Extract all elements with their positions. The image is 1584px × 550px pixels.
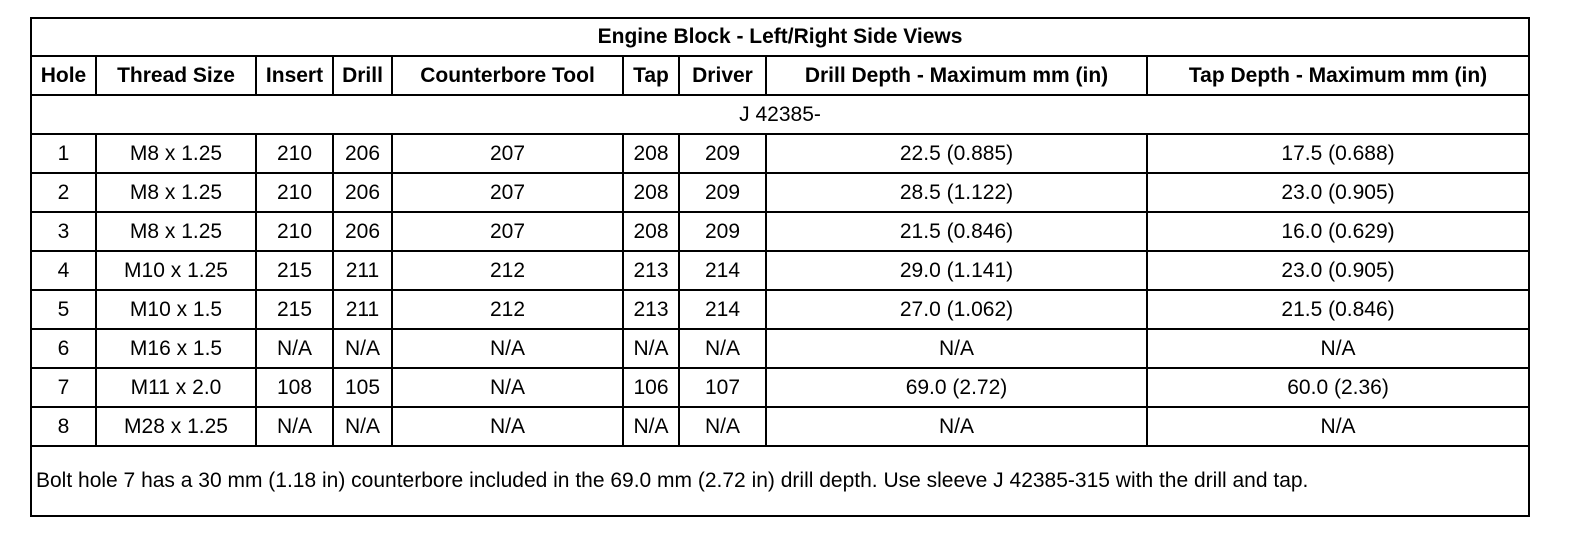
cell-tap-depth: 23.0 (0.905) [1147, 251, 1529, 290]
cell-drill: N/A [333, 329, 392, 368]
cell-drill: 206 [333, 134, 392, 173]
cell-thread-size: M11 x 2.0 [96, 368, 256, 407]
cell-tap: 106 [623, 368, 679, 407]
cell-insert: N/A [256, 329, 333, 368]
cell-driver: N/A [679, 407, 766, 446]
table-row [31, 173, 1529, 212]
header-hole: Hole [31, 56, 96, 95]
cell-drill: 105 [333, 368, 392, 407]
cell-drill-depth: 69.0 (2.72) [766, 368, 1147, 407]
table-row [31, 134, 1529, 173]
cell-drill-depth: 22.5 (0.885) [766, 134, 1147, 173]
cell-insert: 210 [256, 134, 333, 173]
cell-hole: 7 [31, 368, 96, 407]
cell-thread-size: M10 x 1.25 [96, 251, 256, 290]
header-tap-depth: Tap Depth - Maximum mm (in) [1147, 56, 1529, 95]
cell-drill: 206 [333, 173, 392, 212]
cell-thread-size: M10 x 1.5 [96, 290, 256, 329]
cell-tap-depth: 16.0 (0.629) [1147, 212, 1529, 251]
cell-tap: 208 [623, 212, 679, 251]
table-row [31, 212, 1529, 251]
cell-tap: 208 [623, 173, 679, 212]
cell-tap-depth: 17.5 (0.688) [1147, 134, 1529, 173]
header-thread-size: Thread Size [96, 56, 256, 95]
cell-driver: 209 [679, 173, 766, 212]
cell-insert: 108 [256, 368, 333, 407]
header-driver: Driver [679, 56, 766, 95]
cell-hole: 4 [31, 251, 96, 290]
cell-drill: 211 [333, 251, 392, 290]
cell-insert: 215 [256, 290, 333, 329]
cell-tap: 208 [623, 134, 679, 173]
cell-drill: 206 [333, 212, 392, 251]
cell-driver: 214 [679, 251, 766, 290]
cell-drill-depth: N/A [766, 407, 1147, 446]
cell-thread-size: M28 x 1.25 [96, 407, 256, 446]
header-drill-depth: Drill Depth - Maximum mm (in) [766, 56, 1147, 95]
cell-drill-depth: 21.5 (0.846) [766, 212, 1147, 251]
cell-counterbore-tool: N/A [392, 407, 623, 446]
cell-drill: 211 [333, 290, 392, 329]
cell-thread-size: M16 x 1.5 [96, 329, 256, 368]
cell-tap-depth: 21.5 (0.846) [1147, 290, 1529, 329]
cell-drill: N/A [333, 407, 392, 446]
cell-driver: 214 [679, 290, 766, 329]
header-drill: Drill [333, 56, 392, 95]
cell-hole: 6 [31, 329, 96, 368]
cell-hole: 2 [31, 173, 96, 212]
cell-driver: N/A [679, 329, 766, 368]
table-note: Bolt hole 7 has a 30 mm (1.18 in) counterbore included in the 69.0 mm (2.72 in) drill depth. Use sleeve J 42385-315 with the drill and tap. [31, 446, 1529, 516]
table-row [31, 368, 1529, 407]
cell-thread-size: M8 x 1.25 [96, 212, 256, 251]
cell-driver: 209 [679, 212, 766, 251]
cell-thread-size: M8 x 1.25 [96, 173, 256, 212]
cell-hole: 5 [31, 290, 96, 329]
cell-drill-depth: 27.0 (1.062) [766, 290, 1147, 329]
cell-counterbore-tool: 212 [392, 290, 623, 329]
cell-counterbore-tool: 207 [392, 134, 623, 173]
cell-tap: N/A [623, 407, 679, 446]
engine-block-spec-table [30, 17, 1530, 517]
cell-counterbore-tool: 207 [392, 173, 623, 212]
cell-tap: 213 [623, 290, 679, 329]
cell-tap-depth: 23.0 (0.905) [1147, 173, 1529, 212]
cell-driver: 209 [679, 134, 766, 173]
cell-insert: 210 [256, 212, 333, 251]
cell-insert: 210 [256, 173, 333, 212]
cell-hole: 8 [31, 407, 96, 446]
cell-tap-depth: 60.0 (2.36) [1147, 368, 1529, 407]
cell-drill-depth: 28.5 (1.122) [766, 173, 1147, 212]
cell-counterbore-tool: 212 [392, 251, 623, 290]
cell-drill-depth: 29.0 (1.141) [766, 251, 1147, 290]
cell-drill-depth: N/A [766, 329, 1147, 368]
table-row [31, 329, 1529, 368]
cell-tap: N/A [623, 329, 679, 368]
tool-prefix-subheader: J 42385- [31, 95, 1529, 134]
cell-insert: 215 [256, 251, 333, 290]
cell-tap: 213 [623, 251, 679, 290]
cell-tap-depth: N/A [1147, 407, 1529, 446]
table-row [31, 251, 1529, 290]
cell-tap-depth: N/A [1147, 329, 1529, 368]
cell-counterbore-tool: 207 [392, 212, 623, 251]
cell-driver: 107 [679, 368, 766, 407]
table-row [31, 407, 1529, 446]
cell-counterbore-tool: N/A [392, 368, 623, 407]
header-counterbore-tool: Counterbore Tool [392, 56, 623, 95]
cell-hole: 1 [31, 134, 96, 173]
table-row [31, 290, 1529, 329]
table-title: Engine Block - Left/Right Side Views [31, 18, 1529, 56]
cell-thread-size: M8 x 1.25 [96, 134, 256, 173]
cell-hole: 3 [31, 212, 96, 251]
header-insert: Insert [256, 56, 333, 95]
header-tap: Tap [623, 56, 679, 95]
cell-insert: N/A [256, 407, 333, 446]
cell-counterbore-tool: N/A [392, 329, 623, 368]
